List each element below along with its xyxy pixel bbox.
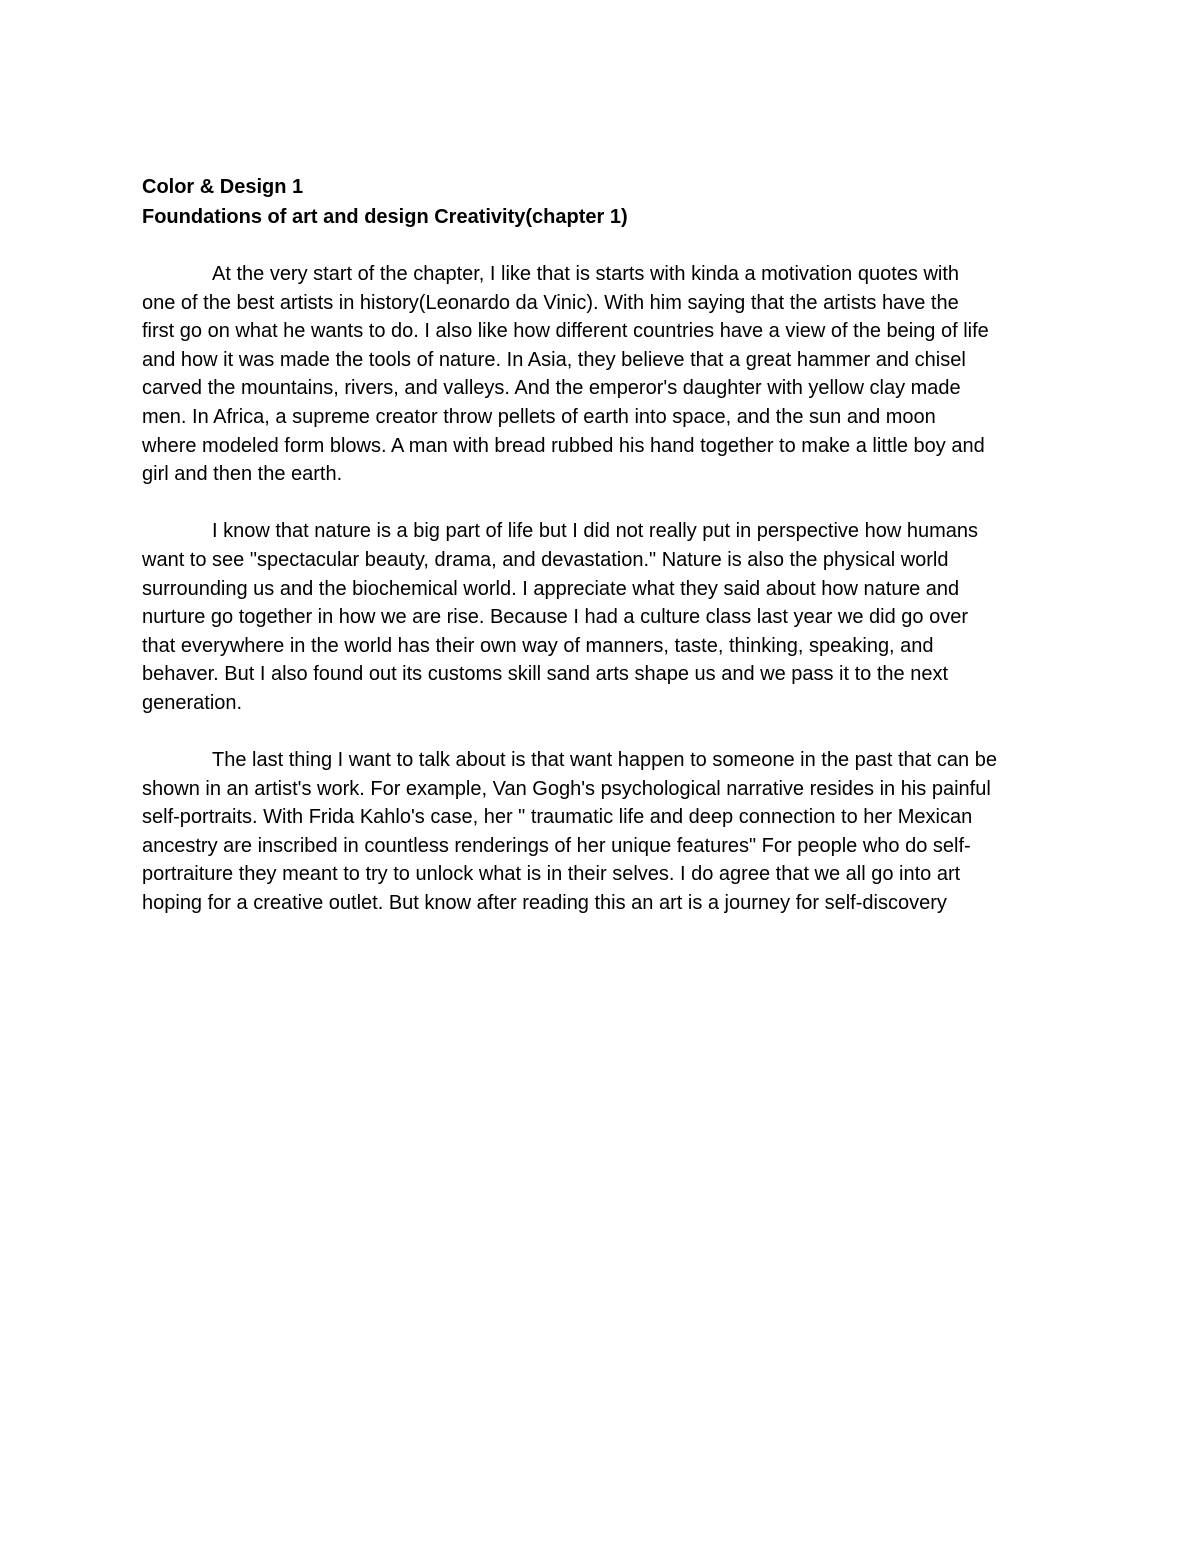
paragraph-line: want to see "spectacular beauty, drama, and devastation." Nature is also the physical world	[142, 548, 949, 571]
paragraph-line: one of the best artists in history(Leonardo da Vinic). With him saying that the artists have the	[142, 291, 959, 314]
paragraph-2	[142, 517, 1062, 717]
paragraph-line: where modeled form blows. A man with bread rubbed his hand together to make a little boy and	[142, 434, 985, 457]
paragraph-line: self-portraits. With Frida Kahlo's case, her " traumatic life and deep connection to her Mexican	[142, 806, 973, 829]
paragraph-line: first go on what he wants to do. I also like how different countries have a view of the being of life	[142, 320, 989, 343]
paragraph-line: and how it was made the tools of nature. In Asia, they believe that a great hammer and chisel	[142, 348, 966, 371]
paragraph-line: At the very start of the chapter, I like that is starts with kinda a motivation quotes with	[212, 263, 960, 285]
paragraph-line: hoping for a creative outlet. But know after reading this an art is a journey for self-discovery	[142, 892, 947, 915]
paragraph-line: I know that nature is a big part of life but I did not really put in perspective how humans	[212, 520, 978, 543]
paragraph-line: girl and then the earth.	[142, 463, 343, 486]
paragraph-line: carved the mountains, rivers, and valleys. And the emperor's daughter with yellow clay made	[142, 377, 961, 400]
paragraph-line: that everywhere in the world has their own way of manners, taste, thinking, speaking, and	[142, 634, 934, 657]
paragraph-line: surrounding us and the biochemical world. I appreciate what they said about how nature and	[142, 577, 960, 600]
paragraph-line: ancestry are inscribed in countless renderings of her unique features" For people who do self-	[142, 834, 971, 857]
paragraph-line: nurture go together in how we are rise. Because I had a culture class last year we did go over	[142, 606, 969, 629]
document-title: Color & Design 1	[142, 176, 304, 198]
paragraph-line: men. In Africa, a supreme creator throw pellets of earth into space, and the sun and moon	[142, 405, 936, 428]
paragraph-line: portraiture they meant to try to unlock what is in their selves. I do agree that we all go into art	[142, 863, 961, 886]
paragraph-gap	[142, 489, 1062, 518]
paragraph-3	[142, 746, 1062, 918]
document-body	[142, 172, 1062, 918]
paragraph-line: behaver. But I also found out its customs skill sand arts shape us and we pass it to the next	[142, 663, 949, 686]
paragraph-1	[142, 260, 1062, 489]
paragraph-line: The last thing I want to talk about is that want happen to someone in the past that can be	[212, 749, 997, 772]
paragraph-line: shown in an artist's work. For example, Van Gogh's psychological narrative resides in his painful	[142, 777, 991, 800]
paragraph-line: generation.	[142, 691, 243, 714]
heading-spacer	[142, 232, 1062, 260]
paragraph-gap	[142, 718, 1062, 747]
document-subtitle: Foundations of art and design Creativity(chapter 1)	[142, 206, 628, 228]
